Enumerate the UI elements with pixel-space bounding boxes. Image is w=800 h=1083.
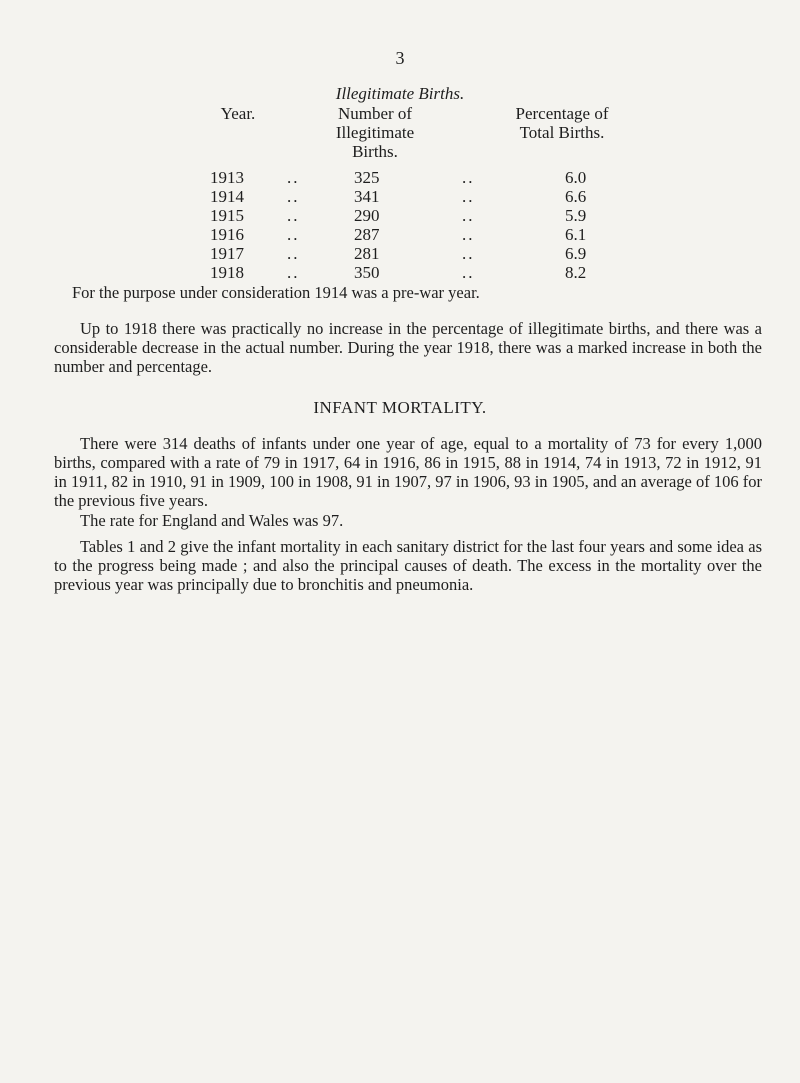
- cell-percentage: 6.9: [565, 244, 587, 263]
- table-row: [0, 244, 800, 263]
- cell-year: 1914: [210, 187, 244, 206]
- table-row: [0, 168, 800, 187]
- section-heading: INFANT MORTALITY.: [313, 398, 487, 417]
- table-row: [0, 187, 800, 206]
- cell-number: 350: [354, 263, 380, 282]
- cell-year: 1916: [210, 225, 244, 244]
- leader-dots: ..: [287, 168, 300, 187]
- cell-year: 1917: [210, 244, 244, 263]
- births-table: [0, 168, 800, 282]
- cell-number: 290: [354, 206, 380, 225]
- cell-percentage: 8.2: [565, 263, 587, 282]
- england-rate-paragraph: The rate for England and Wales was 97.: [80, 511, 344, 530]
- page-number: 3: [395, 48, 405, 68]
- leader-dots: ..: [462, 206, 475, 225]
- leader-dots: ..: [462, 263, 475, 282]
- cell-percentage: 5.9: [565, 206, 587, 225]
- cell-percentage: 6.1: [565, 225, 587, 244]
- cell-year: 1918: [210, 263, 244, 282]
- table-row: [0, 206, 800, 225]
- cell-year: 1915: [210, 206, 244, 225]
- leader-dots: ..: [462, 225, 475, 244]
- illegitimate-paragraph: Up to 1918 there was practically no increase in the percentage of illegitimate births, and there was a considerable decrease in the actual number. During the year 1918, there was a marked increase in both the number and percentage.: [54, 319, 762, 376]
- leader-dots: ..: [287, 263, 300, 282]
- cell-year: 1913: [210, 168, 244, 187]
- column-header-number: Number of Illegitimate Births.: [335, 104, 415, 161]
- table-row: [0, 263, 800, 282]
- leader-dots: ..: [287, 206, 300, 225]
- leader-dots: ..: [287, 244, 300, 263]
- table-row: [0, 225, 800, 244]
- table-caption: Illegitimate Births.: [335, 84, 465, 103]
- footnote-paragraph: For the purpose under consideration 1914 was a pre-war year.: [72, 283, 480, 302]
- cell-number: 281: [354, 244, 380, 263]
- cell-percentage: 6.6: [565, 187, 587, 206]
- leader-dots: ..: [287, 225, 300, 244]
- cell-number: 341: [354, 187, 380, 206]
- column-header-year: Year.: [220, 104, 256, 123]
- cell-percentage: 6.0: [565, 168, 587, 187]
- mortality-paragraph: There were 314 deaths of infants under one year of age, equal to a mortality of 73 for every 1,000 births, compared with a rate of 79 in 1917, 64 in 1916, 86 in 1915, 88 in 1914, 74 in 1913, 72 in 1912, 91 in 1911, 82 in 1910, 91 in 1909, 100 in 1908, 91 in 1907, 97 in 1906, 93 in 1905, and an average of 106 for the previous five years.: [54, 434, 762, 510]
- leader-dots: ..: [462, 187, 475, 206]
- column-header-percentage: Percentage of Total Births.: [515, 104, 609, 142]
- tables-note-paragraph: Tables 1 and 2 give the infant mortality in each sanitary district for the last four years and some idea as to the progress being made ; and also the principal causes of death. The excess in the mortality over the previous year was principally due to bronchitis and pneumonia.: [54, 537, 762, 594]
- leader-dots: ..: [462, 244, 475, 263]
- leader-dots: ..: [462, 168, 475, 187]
- leader-dots: ..: [287, 187, 300, 206]
- cell-number: 287: [354, 225, 380, 244]
- cell-number: 325: [354, 168, 380, 187]
